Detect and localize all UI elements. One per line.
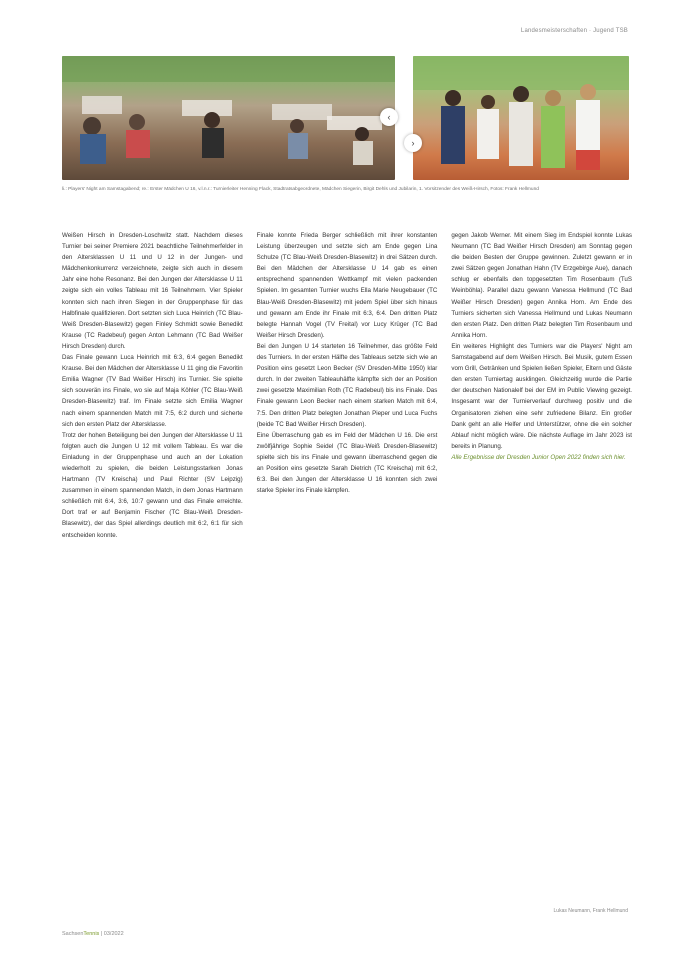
article-column-3 — [451, 230, 632, 541]
footer-brand: Tennis — [83, 931, 100, 937]
article-column-2 — [257, 230, 438, 541]
paragraph: gegen Jakob Werner. Mit einem Sieg im Endspiel konnte Lukas Neumann (TC Bad Weißer Hirsch Dresden) am Sonntag gegen die beiden Besten der Gruppe gewinnen. Zuletzt gewann er in zwei Sätzen gegen Jonathan Hahn (TV Erzgebirge Aue), danach schlug er ebenfalls den topgesetzten Tim Rosenbaum (TuS Weinböhla). Parallel dazu gewann Vanessa Hellmund (TC Bad Weißer Hirsch Dresden) gegen Annika Horn. Am Ende des Turniers sicherten sich Vanessa Hellmund und Lukas Neumann den ersten Platz. Den dritten Platz belegten Tim Rosenbaum und Annika Horn. — [451, 232, 633, 339]
article-body — [62, 230, 632, 541]
results-link[interactable]: Alle Ergebnisse der Dresden Junior Open 2022 finden sich hier. — [451, 453, 626, 461]
award-ceremony-image — [413, 56, 629, 180]
page-header: Landesmeisterschaften · Jugend TSB — [520, 28, 628, 34]
paragraph: Weißen Hirsch in Dresden-Loschwitz statt. Nachdem dieses Turnier bei seiner Premiere 2021 beachtliche Teilnehmerfelder in den Altersklassen U 11 und U 12 in der Jungen- und Mädchenkonkurrenz verzeichnete, zeigte sich auch in diesem Jahr eine hohe Resonanz. Bei den Jungen der Altersklasse U 11 zeigte sich ein volles Tableau mit 16 Teilnehmern. Vier Spieler konnten sich nach ihren Siegen in der Gruppenphase für das Halbfinale qualifizieren. Dort setzten sich Luca Heinrich (TC Blau-Weiß Dresden-Blasewitz) gegen Finley Schmidt sowie Benedikt Krause (TC Radebeul) gegen Anton Lehmann (TC Bad Weißer Hirsch Dresden) durch. — [62, 232, 243, 350]
paragraph: Eine Überraschung gab es im Feld der Mädchen U 16. Die erst zwölfjährige Sophie Seidel (TC Blau-Weiß Dresden-Blasewitz) spielte sich bis ins Finale und gewann überraschend gegen die an Position eins gesetzte Sarah Dietrich (TC Kreischa) mit 6:2, 6:3. Bei den Jungen der Altersklasse U 16 konnten sich zwei starke Spieler ins Finale kämpfen. — [256, 431, 438, 495]
footer-prefix: Sachsen — [62, 931, 84, 937]
paragraph: Bei den Jungen U 14 starteten 16 Teilnehmer, das größte Feld des Turniers. In der ersten Hälfte des Tableaus setzte sich wie an Position eins gesetzt Leon Becker (SV Dresden-Mitte 1950) klar durch. In der zweiten Tableauhälfte kämpfte sich der an Position zwei gesetzte Maximilian Roth (TC Radebeul) bis ins Finale. Das Finale gewann Leon Becker nach einem starken Match mit 6:4, 7:5. Den dritten Platz belegten Jonathan Pieper und Luca Fuchs (beide TC Bad Weißer Hirsch Dresden). — [256, 342, 438, 428]
players-night-photo[interactable] — [62, 56, 395, 180]
author-credit: Lukas Neumann, Frank Hellmund — [553, 908, 628, 914]
paragraph: Das Finale gewann Luca Heinrich mit 6:3, 6:4 gegen Benedikt Krause. Bei den Mädchen der Altersklasse U 11 ging die Favoritin Emilia Wagner (TV Bad Weißer Hirsch) ins Turnier. Sie spielte sich souverän ins Finale, wo sie auf Maja Köhler (TC Blau-Weiß Dresden-Blasewitz) traf. Im Finale setzte sich Emilia Wagner nach einem spannenden Match mit 7:5, 6:2 durch und sicherte sich den ersten Platz der Altersklasse. — [62, 354, 243, 428]
players-night-image — [62, 56, 395, 180]
award-ceremony-photo[interactable] — [413, 56, 629, 180]
chevron-right-icon: › — [411, 138, 415, 148]
paragraph: Trotz der hohen Beteiligung bei den Jungen der Altersklasse U 11 folgten auch die Jungen U 12 mit vollem Tableau. Es war die Einladung in der Gruppenphase und auch an der Lokation wiederholt zu spielen, die beiden Leistungsstarken Jonas Hartmann (TV Kreischa) und Paul Richter (SV Leipzig) zusammen in einem spannenden Match, in dem Jonas Hartmann schließlich mit 6:4, 3:6, 10:7 gewann und das Finale erreichte. Dort traf er auf Benjamin Fischer (TC Blau-Weiß Dresden-Blasewitz), der das Spiel allerdings deutlich mit 6:2, 6:1 für sich entscheiden konnte. — [62, 431, 243, 539]
chevron-left-icon: ‹ — [387, 112, 391, 122]
article-column-1 — [62, 230, 243, 541]
gallery-prev-button[interactable] — [380, 108, 398, 126]
paragraph: Finale konnte Frieda Berger schließlich mit ihrer konstanten Leistung überzeugen und setzte sich am Ende gegen Lina Schulze (TC Blau-Weiß Dresden-Blasewitz) in drei Sätzen durch. Bei den Mädchen der Altersklasse U 14 gab es einen entsprechend spannenden Wettkampf mit vielen packenden Spielen. Im gesamten Turnier wuchs Ella Marie Neugebauer (TC Blau-Weiß Dresden-Blasewitz) mit jedem Spiel über sich hinaus und gewann am Ende ihr Finale mit 6:3, 6:4. Den dritten Platz belegte Hannah Vogel (TV Freital) vor Lucy Krüger (TC Bad Weißer Hirsch Dresden). — [256, 232, 438, 339]
footer-issue: | 03/2022 — [99, 931, 124, 937]
page-footer — [62, 931, 124, 937]
paragraph: Ein weiteres Highlight des Turniers war die Players' Night am Samstagabend auf dem Weißen Hirsch. Bei Musik, gutem Essen vom Grill, Getränken und Spielen ließen Spieler, Eltern und Gäste den ersten Turniertag ausklingen. Gleichzeitig wurde die Partie der deutschen Nationalelf bei der EM im Public Viewing gezeigt. Insgesamt war der Turnierverlauf durchweg positiv und die Organisatoren ziehen eine sehr zufriedene Bilanz. Ein großer Dank geht an alle Helfer und Unterstützer, ohne die ein solcher Ablauf nicht möglich wäre. Die nächste Auflage im Jahr 2023 ist bereits in Planung. — [451, 342, 633, 450]
gallery-next-button[interactable] — [404, 134, 422, 152]
photo-caption: li.: Players' Night am Samstagabend; re.: Erster Mädchen U 16, v.l.n.r.: Turnierleiter Henning Flack, Stadtratsabgeordnete, Mädchen Siegerin, Birgit Dehls und Jubilarin, 1. Vorsitzender des Weiß-Hirsch, Fotos: Frank Hellmund — [62, 187, 539, 192]
